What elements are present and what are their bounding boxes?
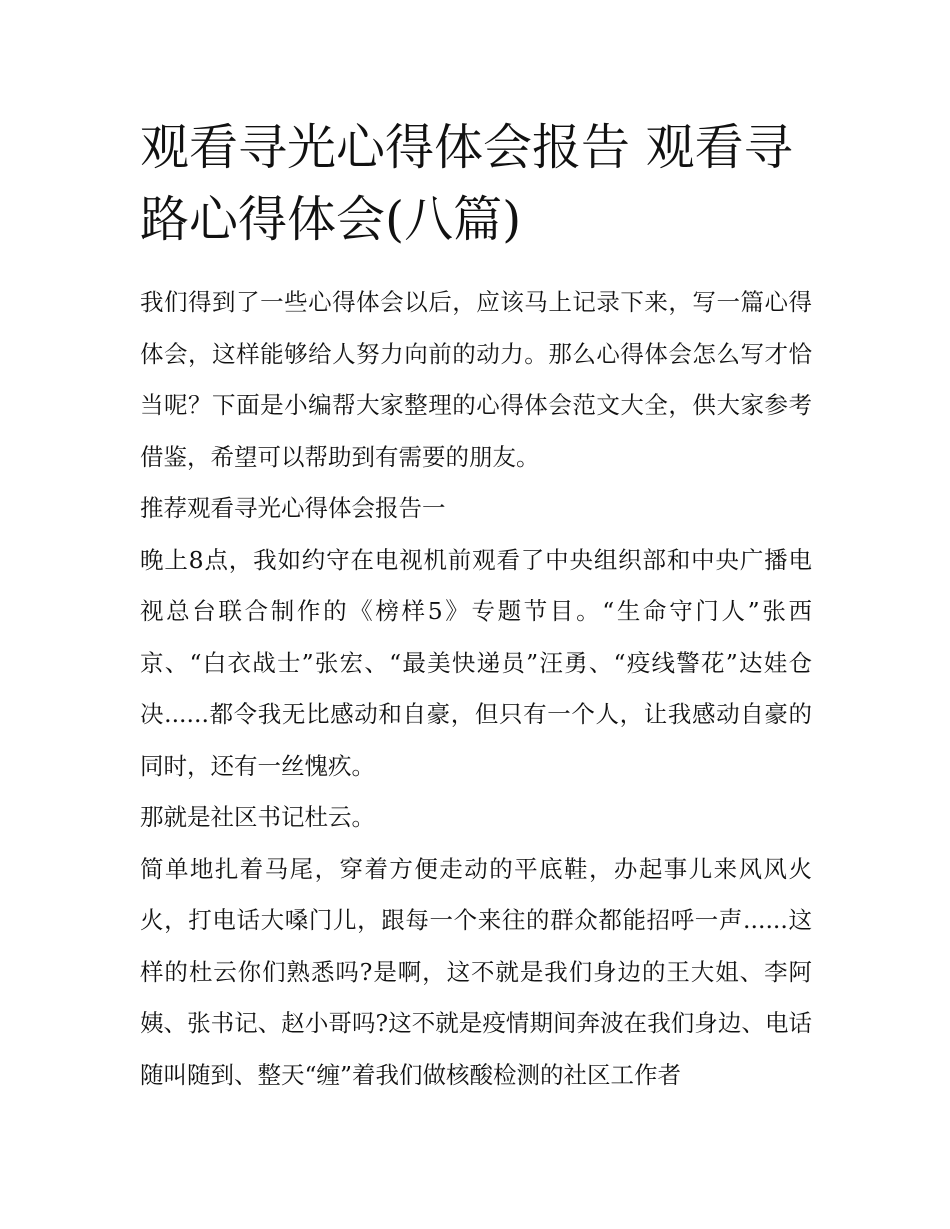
section-heading: 推荐观看寻光心得体会报告一 (140, 494, 446, 522)
body-paragraph: 简单地扎着马尾，穿着方便走动的平底鞋，办起事儿来风风火火，打电话大嗓门儿，跟每一个来往的群众都能招呼一声......这样的杜云你们熟悉吗?是啊，这不就是我们身边的王大姐、李阿姨、张书记、赵小哥吗?这不就是疫情期间奔波在我们身边、电话随叫随到、整天“缠”着我们做核酸检测的社区工作者 (140, 854, 812, 1089)
document-body (140, 277, 812, 1101)
body-paragraph: 那就是社区书记杜云。 (140, 803, 375, 831)
intro-paragraph: 我们得到了一些心得体会以后，应该马上记录下来，写一篇心得体会，这样能够给人努力向前的动力。那么心得体会怎么写才恰当呢？下面是小编帮大家整理的心得体会范文大全，供大家参考借鉴，希望可以帮助到有需要的朋友。 (140, 288, 812, 471)
document-title: 观看寻光心得体会报告 观看寻路心得体会(八篇) (140, 119, 793, 248)
body-paragraph: 晚上8点，我如约守在电视机前观看了中央组织部和中央广播电视总台联合制作的《榜样5》专题节目。“生命守门人”张西京、“白衣战士”张宏、“最美快递员”汪勇、“疫线警花”达娃仓决......都令我无比感动和自豪，但只有一个人，让我感动自豪的同时，还有一丝愧疚。 (140, 545, 812, 780)
